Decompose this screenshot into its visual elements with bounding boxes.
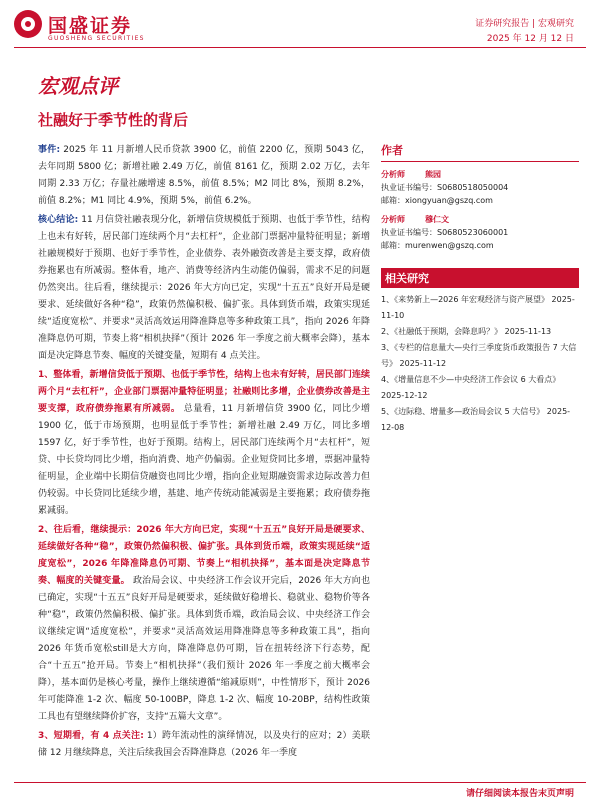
section3-heading: 3、短期看，有 4 点关注: [38, 731, 144, 741]
section1-heading: 1、整体看，新增信贷低于预期、也低于季节性，结构上也未有好转，居民部门连续两个月“去杠杆”，企业部门票据冲量特征明显；社融则比多增，企业债券改善是主要支撑，政府债券拖累有所减弱。 [38, 370, 370, 414]
section2-paragraph [38, 522, 370, 726]
report-title: 社融好于季节性的背后 [38, 111, 189, 129]
footer-disclaimer: 请仔细阅读本报告末页声明 [465, 789, 574, 799]
analyst-role: 分析师 [381, 170, 405, 179]
section1-paragraph [38, 367, 370, 520]
analyst-email[interactable]: 邮箱：xiongyuan@gszq.com [381, 196, 493, 205]
related-item[interactable]: 5、《边际稳、增量多—政治局会议 5 大信号》 2025-12-08 [381, 407, 571, 432]
related-item[interactable]: 3、《专栏的信息量大—央行三季度货币政策报告 7 大信号》 2025-11-12 [381, 343, 577, 368]
report-date: 2025 年 12 月 12 日 [486, 34, 574, 44]
section3-paragraph [38, 728, 370, 762]
core-text: 11 月信贷社融表现分化，新增信贷规模低于预期、也低于季节性，结构上也未有好转，居民部门连续两个月“去杠杆”，企业部门票据冲量特征明显；新增社融规模好于预期、也好于季节性，企业债券、表外融资改善是主要支撑，政府债券拖累也有所减弱。整体看，地产、消费等经济内生动能仍偏弱，需求不足的问题仍然突出。往后看，继续提示：2026 年大方向已定，实现“十五五”良好开局是硬要求、延续做好各种“稳”，政策仍然偏积极、偏扩张。具体到货币端，政策实现延续“适度宽松”、并要求“灵活高效运用降准降息等多种政策工具”，指向 2026 年降准降息仍可期，节奏上将“相机抉择”（预计 2026 年一季度之前大概率会降），基本面是决定降息节奏、幅度的关键变量，短期有 4 点关注。 [38, 215, 370, 361]
analyst-name: 穆仁文 [425, 215, 449, 224]
related-item[interactable]: 2、《社融低于预期，会降息吗？》 2025-11-13 [381, 327, 552, 336]
analyst-license: 执业证书编号：S0680523060001 [381, 228, 509, 237]
authors-heading: 作者 [381, 142, 579, 162]
report-category: 宏观点评 [38, 74, 118, 98]
related-list [381, 292, 579, 436]
core-paragraph [38, 212, 370, 365]
analyst-role: 分析师 [381, 215, 405, 224]
related-item[interactable]: 1、《来势新上—2026 年宏观经济与资产展望》 2025-11-10 [381, 295, 575, 320]
logo-mark-icon [14, 10, 42, 38]
section2-heading: 2、往后看，继续提示：2026 年大方向已定，实现“十五五”良好开局是硬要求、延续做好各种“稳”，政策仍然偏积极、偏扩张。具体到货币端，政策实现延续“适度宽松”，2026 年降准降息仍可期、节奏上“相机抉择”，基本面是决定降息节奏、幅度的关键变量。 [38, 525, 370, 586]
logo-name-en: GUOSHENG SECURITIES [48, 35, 145, 42]
event-paragraph [38, 142, 370, 210]
event-label: 事件: [38, 145, 61, 155]
section1-text: 总量看，11 月新增信贷 3900 亿，同比少增 1900 亿，低于市场预期，也明显低于季节性；新增社融 2.49 万亿，同比多增 1597 亿，好于季节性，也好于预期。结构上，居民部门连续两个月“去杠杆”，短贷、中长贷均同比少增，指向消费、地产仍偏弱。企业短贷同比多增，票据冲量特征明显，企业端中长期信贷融资也同比少增，指向企业短期融资需求边际改善力但仍较弱。中长贷同比延续少增，基建、地产传统动能减弱是主要拖累；政府债券拖累减弱。 [38, 404, 370, 516]
analyst-block [381, 213, 579, 252]
core-label: 核心结论: [38, 215, 79, 225]
header-divider [14, 47, 586, 48]
footer-divider [14, 782, 586, 783]
related-heading: 相关研究 [381, 268, 579, 288]
report-type: 证券研究报告 | 宏观研究 [475, 19, 574, 29]
company-logo [14, 10, 174, 46]
logo-name-cn: 国盛证券 [48, 15, 133, 37]
event-text: 2025 年 11 月新增人民币贷款 3900 亿，前值 2200 亿，预期 5043 亿，去年同期 5800 亿；新增社融 2.49 万亿，前值 8161 亿，预期 2.02 万亿，去年同期 2.33 万亿；存量社融增速 8.5%，前值 8.5%；M2 同比 8%，预期 8.2%，前值 8.2%；M1 同比 4.9%，预期 5%，前值 6.2%。 [38, 145, 370, 206]
section2-text: 政治局会议、中央经济工作会议开完后，2026 年大方向也已确定，实现“十五五”良好开局是硬要求，延续做好稳增长、稳就业、稳物价等各种“稳”，政策仍然偏积极、偏扩张。具体到货币端，政治局会议、中央经济工作会议继续定调“适度宽松”，并要求“灵活高效运用降准降息等多种政策工具”，指向 2026 年货币宽松still是大方向，降准降息仍可期，旨在扭转经济下行态势，配合“十五五”抢开局。节奏上“相机抉择”（我们预计 2026 年一季度之前大概率会降），基本面仍是核心考量，操作上继续遵循“缩减原则”，中性情形下，预计 2026 年可能降准 1-2 次、幅度 50-100BP，降息 1-2 次、幅度 10-20BP，结构性政策工具也有望继续降价扩容，支持“五篇大文章”。 [38, 576, 370, 722]
analyst-block [381, 168, 579, 207]
main-content [38, 142, 370, 764]
related-item[interactable]: 4、《增量信息不少—中央经济工作会议 6 大看点》 2025-12-12 [381, 375, 561, 400]
analyst-email[interactable]: 邮箱：murenwen@gszq.com [381, 241, 494, 250]
section3-text: 1）跨年流动性的演绎情况，以及央行的应对；2）美联储 12 月继续降息，关注后续我国会否降准降息（2026 年一季度 [38, 731, 370, 758]
analyst-name: 熊园 [425, 170, 441, 179]
analyst-license: 执业证书编号：S0680518050004 [381, 183, 509, 192]
sidebar [381, 142, 579, 436]
